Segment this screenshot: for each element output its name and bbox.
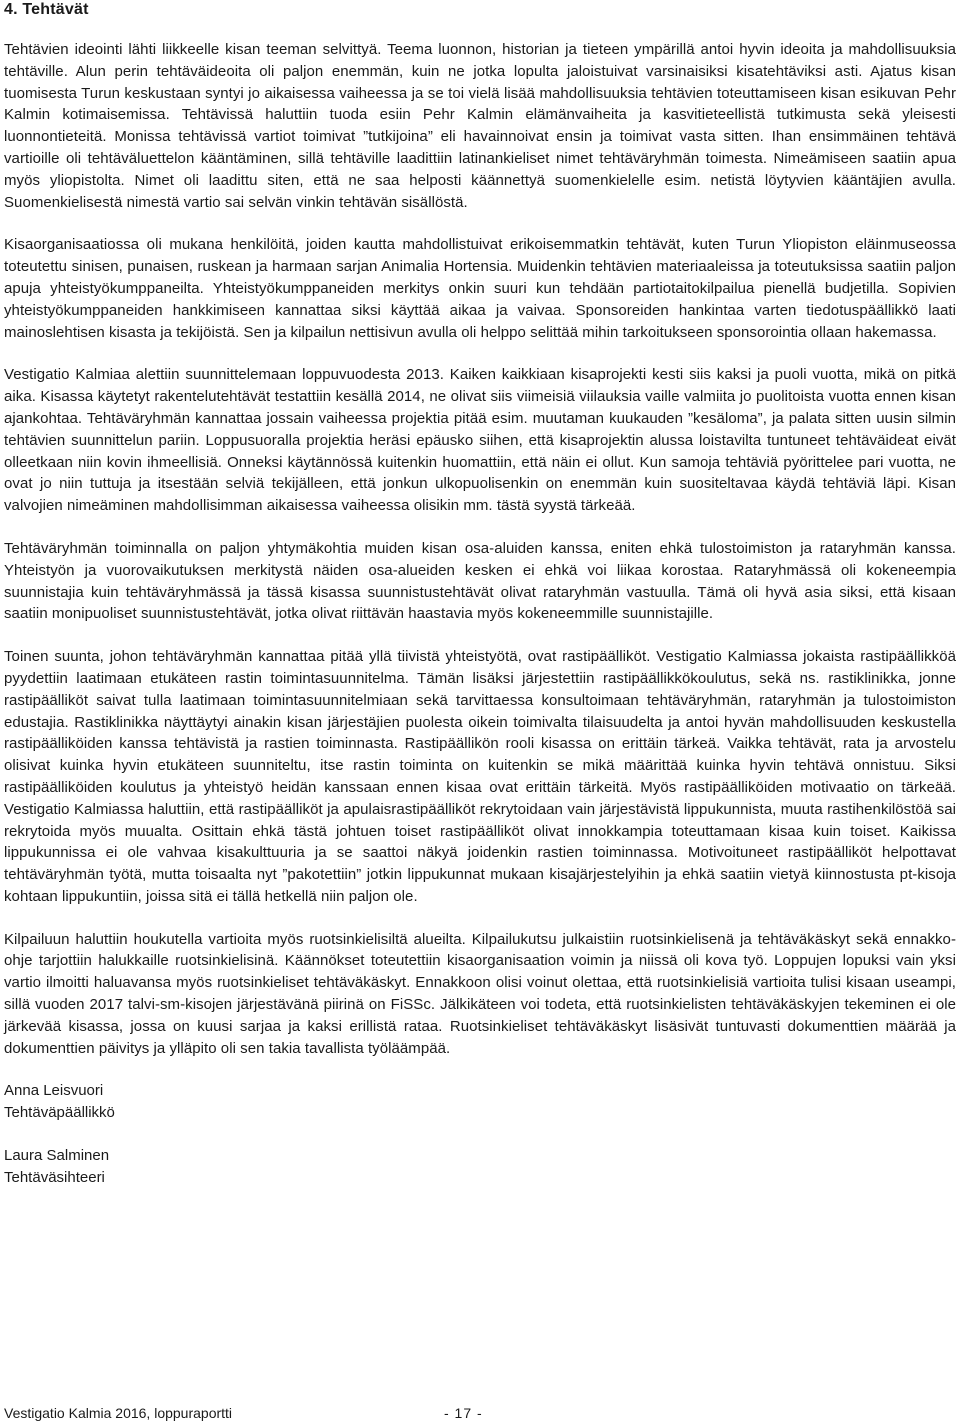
signature-title: Tehtäväsihteeri bbox=[4, 1168, 105, 1186]
signature-name: Laura Salminen bbox=[4, 1147, 110, 1165]
body-text bbox=[4, 39, 956, 1189]
paragraph: Tehtävien ideointi lähti liikkeelle kisan teeman selvittyä. Teema luonnon, historian ja tieteen ympärillä antoi hyvin ideoita ja mahdollisuuksia tehtäville. Alun perin tehtäväideoita oli paljon enemmän, kuin ne jotka lopulta jaloistuivat varsinaisiksi kisatehtäviksi asti. Ajatus kisan tuomisesta Turun keskustaan syntyi jo aikaisessa vaiheessa ja se toi vielä lisää mahdollisuuksia tehtävien toteuttamiseen kisan esikuvan Pehr Kalmin kotimaisemissa. Tehtävissä haluttiin tuoda esiin Pehr Kalmin elämänvaiheita ja kasvitieteellistä tutkimusta sekä yleisesti luonnontieteitä. Monissa tehtävissä vartiot toimivat ”tutkijoina” eli havainnoivat ensin ja toimivat vasta sitten. Ihan ensimmäinen tehtävä vartioille oli tehtäväluettelon kääntäminen, sillä tehtäville laadittiin latinankieliset nimet tehtäväryhmän toimesta. Nimeämiseen saatiin apua myös yliopistolta. Nimet oli laadittu siten, että ne saa helposti käännettyä suomenkielelle esim. netistä löytyvien kääntäjien avulla. Suomenkielisestä nimestä vartio sai selvän vinkin tehtävän sisällöstä. bbox=[4, 41, 956, 211]
signature-block bbox=[4, 1080, 956, 1124]
paragraph: Kilpailuun haluttiin houkutella vartioita myös ruotsinkielisiltä alueilta. Kilpailukutsu julkaistiin ruotsinkielisenä ja tehtäväkäskyt sekä ennakko-ohje tarjottiin halukkaille ruotsinkielisinä. Käännökset toteutettiin kisaorganisaation voimin ja niissä oli kova työ. Loppujen lopuksi vain yksi vartio ilmoitti haluavansa myös ruotsinkieliset tehtäväkäskyt. Ennakkoon olisi voinut olettaa, että ruotsinkielisiä vartioita tulisi kisaan useampi, sillä vuoden 2017 talvi-sm-kisojen järjestävänä piirinä on FiSSc. Jälkikäteen voi todeta, että ruotsinkielisten tehtäväkäskyjen tekeminen ei ole järkevää kisassa, jossa on kuusi sarjaa ja kaksi erillistä rataa. Ruotsinkieliset tehtäväkäskyt lisäsivät tuntuvasti dokumenttien määrää ja dokumenttien päivitys ja ylläpito oli sen takia tavallista työläämpää. bbox=[4, 930, 956, 1057]
page bbox=[4, 0, 956, 1210]
signature-title: Tehtäväpäällikkö bbox=[4, 1104, 115, 1122]
signature-name: Anna Leisvuori bbox=[4, 1082, 104, 1100]
footer-report-title: Vestigatio Kalmia 2016, loppuraportti bbox=[4, 1405, 233, 1421]
page-number: - 17 - bbox=[444, 1405, 483, 1421]
signature-block bbox=[4, 1145, 956, 1189]
paragraph: Kisaorganisaatiossa oli mukana henkilöitä, joiden kautta mahdollistuivat erikoisemmatkin tehtävät, kuten Turun Yliopiston eläinmuseossa toteutettu sinisen, punaisen, ruskean ja harmaan sarjan Animalia Hortensia. Muidenkin tehtävien materiaaleissa ja toteutuksissa saatiin paljon apuja yhteistyökumppaneilta. Yhteistyökumppaneiden merkitys onkin suuri kun tehdään partiotaitokilpailua pienellä budjetilla. Sopivien yhteistyökumppaneiden hankkimiseen kannattaa siksi käyttää aikaa ja vaivaa. Sponsoreiden hankintaa varten tiedotuspäällikkö laati mainoslehtisen kisasta ja tekijöistä. Sen ja kilpailun nettisivun avulla oli helppo selittää mihin tarkoitukseen sponsorointia ollaan hakemassa. bbox=[4, 236, 956, 341]
section-heading: 4. Tehtävät bbox=[4, 1, 89, 18]
paragraph: Tehtäväryhmän toiminnalla on paljon yhtymäkohtia muiden kisan osa-aluiden kanssa, eniten ehkä tulostoimiston ja rataryhmän kanssa. Yhteistyön ja vuorovaikutuksen merkitystä näiden osa-alueiden kesken ei ehkä voi liikaa korostaa. Rataryhmässä oli kokeneempia suunnistajia kuin tehtäväryhmässä ja tässä kisassa suunnistustehtävät olivat rataryhmän vastuulla. Tämä oli hyvä asia siksi, että kisaan saatiin monipuoliset suunnistustehtävät, jotka olivat riittävän haastavia myös kokeneemmille suunnistajille. bbox=[4, 539, 956, 623]
paragraph: Toinen suunta, johon tehtäväryhmän kannattaa pitää yllä tiivistä yhteistyötä, ovat rastipäälliköt. Vestigatio Kalmiassa jokaista rastipäällikköä pyydettiin laatimaan etukäteen rastin toimintasuunnitelma. Tämän lisäksi järjestettiin rastipäällikkökoulutus, sekä ns. rastiklinikka, jonne rastipäälliköt saivat tulla laatimaan toimintasuunnitelmiaan sekä tarvittaessa konsultoimaan tehtäväryhmän, rataryhmän ja tulostoimiston edustajia. Rastiklinikka näyttäytyi ainakin kisan järjestäjien puolesta oikein toimivalta tilaisuudelta ja antoi hyvän mahdollisuuden keskustella rastipäälliköiden kanssa tehtävistä ja rastien toiminnasta. Rastipäällikön rooli kisassa on erittäin tärkeä. Vaikka tehtävät, rata ja arvostelu olisivat kuinka hyvin etukäteen suunniteltu, itse rastin toiminta on kuitenkin se mikä määrittää kuinka hyvin tehtävä onnistuu. Siksi rastipäälliköiden koulutus ja yhteistyö heidän kanssaan ennen kisaa ovat erittäin tärkeitä. Myös rastipäälliköiden motivaatio on tärkeää. Vestigatio Kalmiassa haluttiin, että rastipäälliköt ja apulaisrastipäälliköt rekrytoidaan vain järjestävistä lippukunnista, muuta rastihenkilöstöä sai rekrytoida myös muualta. Osittain ehkä tästä johtuen toiset rastipäälliköt olivat innokkampia toteuttamaan kisaa kuin toiset. Kaikissa lippukunnissa ei ole vahvaa kisakulttuuria ja se saattoi näkyä joidenkin rastien toiminnassa. Motivoituneet rastipäälliköt helpottavat tehtäväryhmän työtä, mutta toisaalta nyt ”pakotettiin” jotkin lippukunnat mukaan kisajärjestelyihin ja ehkä saatiin vietyä kiinnostusta pt-kisoja kohtaan lippukuntiin, joissa sitä ei tällä hetkellä niin paljon ole. bbox=[4, 648, 956, 905]
paragraph: Vestigatio Kalmiaa alettiin suunnittelemaan loppuvuodesta 2013. Kaiken kaikkiaan kisaprojekti kesti siis kaksi ja puoli vuotta, mikä on pitkä aika. Kisassa käytetyt rakentelutehtävät testattiin kesällä 2014, ne olivat siis viimeisiä viilauksia vaille valmiita jo puolitoista vuotta ennen kisan ajankohtaa. Tehtäväryhmän kannattaa jossain vaiheessa projektia pitää esim. muutaman kuukauden ”kesäloma”, ja palata sitten uusin silmin tehtävien suunnittelun pariin. Loppusuoralla projektia heräsi epäusko siihen, että kisaprojektin alussa loistavilta tuntuneet tehtäväideat eivät olleetkaan niin kovin ihmeellisiä. Onneksi käytännössä kuitenkin huomattiin, että näin ei ollut. Kun samoja tehtäviä pyörittelee pari vuotta, ne ovat jo niin tuttuja ja itsestään selviä tekijälleen, että jonkun ulkopuolisenkin on enemmän kuin suositeltavaa käydä tehtäviä läpi. Kisan valvojien nimeäminen mahdollisimman aikaisessa vaiheessa olisikin mm. tästä syystä tärkeää. bbox=[4, 366, 956, 515]
